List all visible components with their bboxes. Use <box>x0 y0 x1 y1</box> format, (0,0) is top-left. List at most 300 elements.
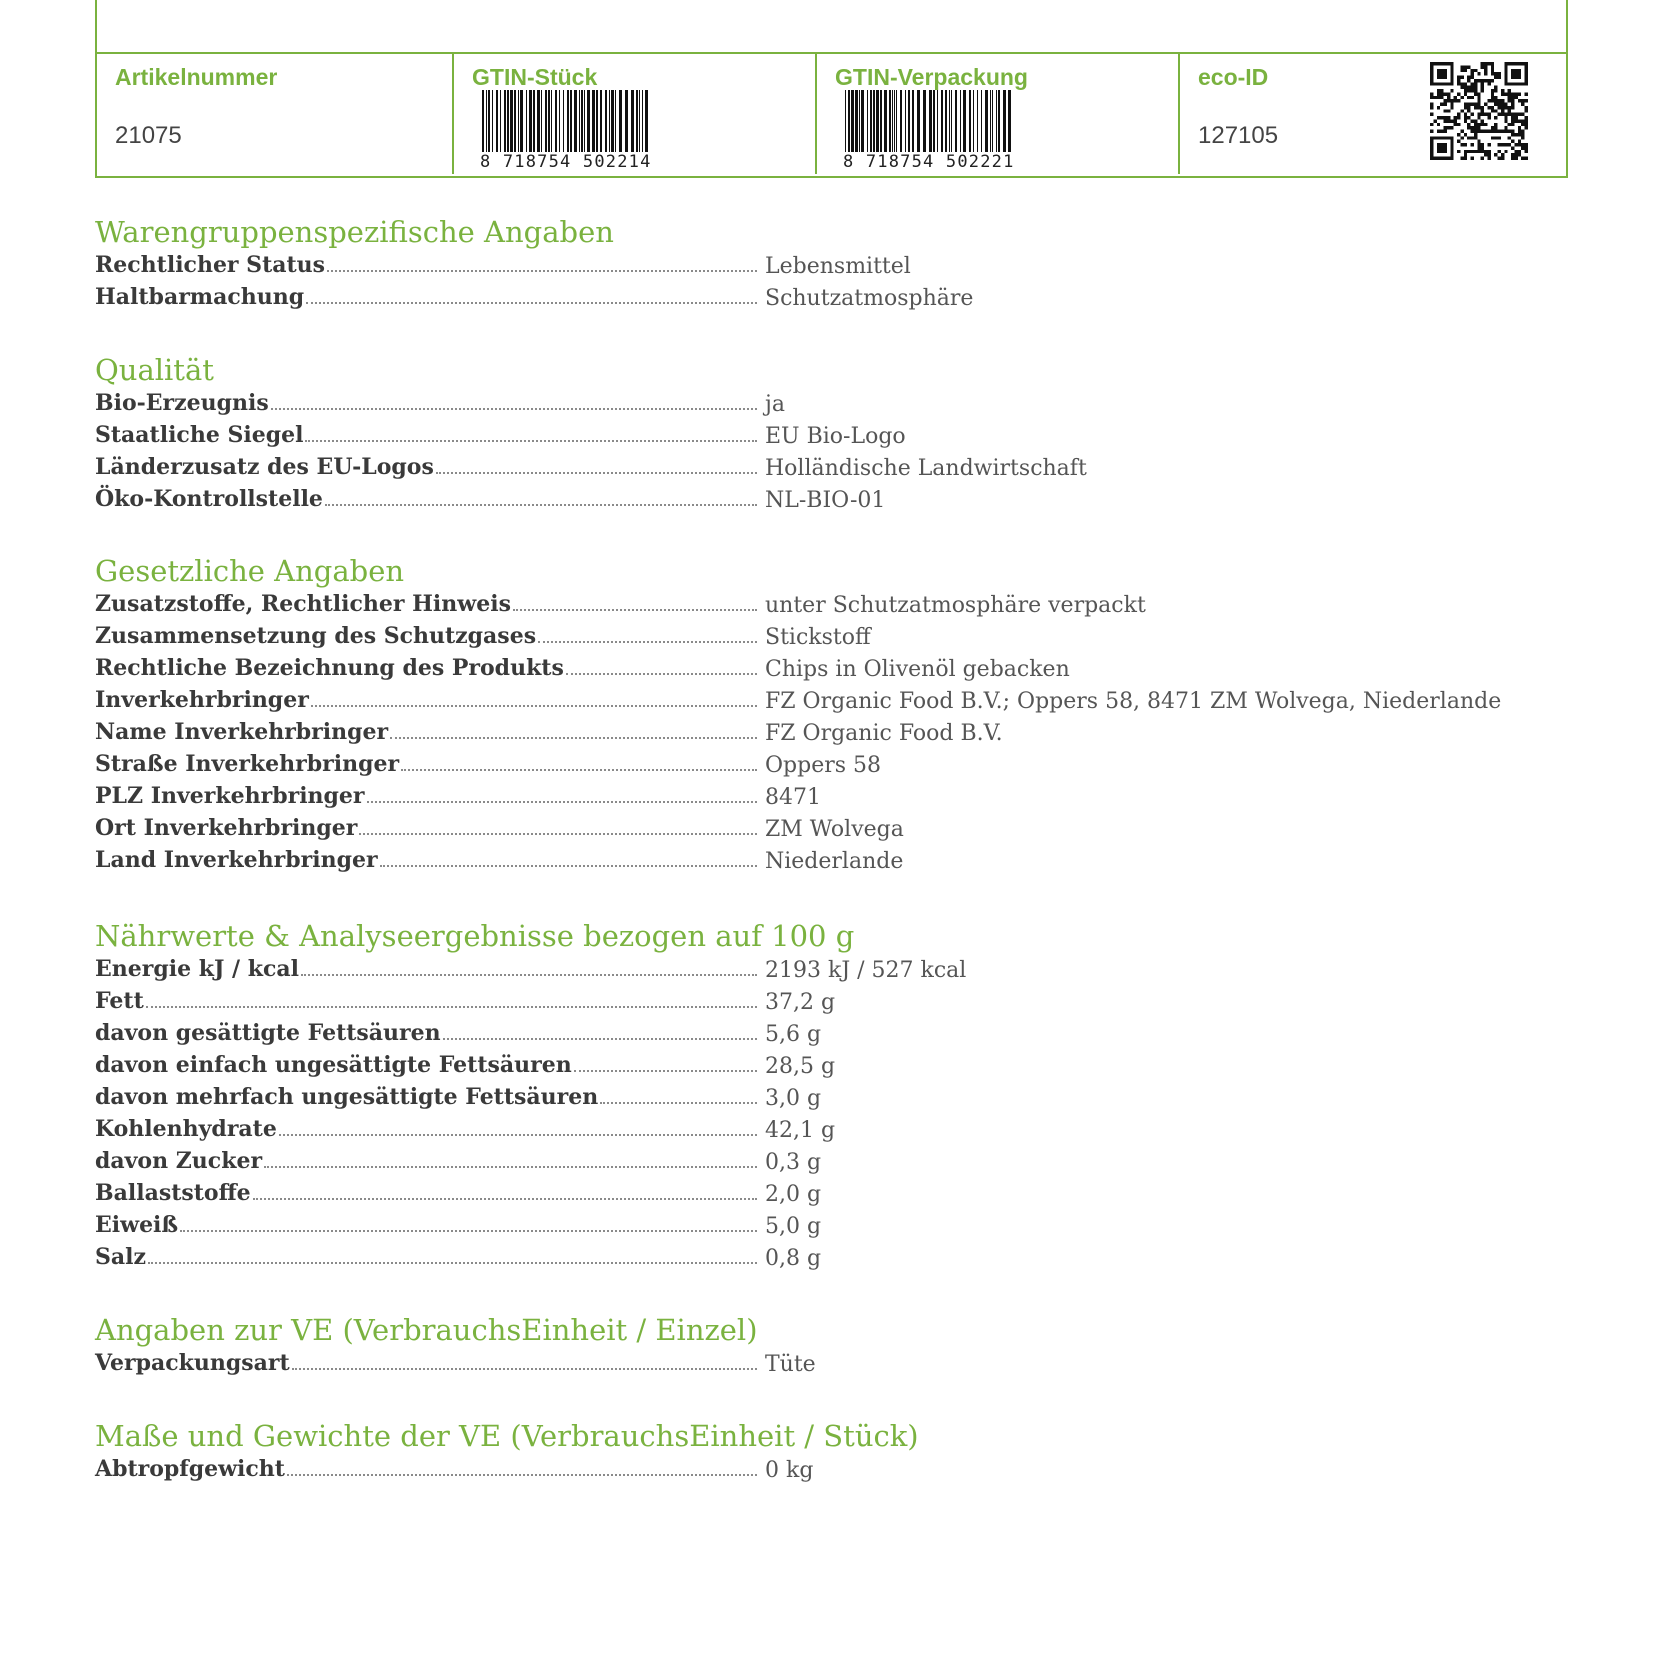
barcode-bar <box>551 90 552 154</box>
qr-module <box>1457 150 1460 153</box>
qr-module <box>1518 92 1521 95</box>
barcode-bar <box>587 90 590 154</box>
qr-module <box>1498 72 1501 75</box>
gtin-package-barcode-icon <box>843 90 1019 174</box>
qr-module <box>1430 106 1433 109</box>
qr-module <box>1474 119 1477 122</box>
qr-module <box>1454 119 1457 122</box>
qr-module <box>1521 103 1524 106</box>
dot-leader <box>359 813 757 835</box>
barcode-bar <box>496 90 498 154</box>
qr-module <box>1471 89 1474 92</box>
barcode-bar <box>960 90 961 154</box>
gtin-piece-digits: 8 718754 502214 <box>480 152 656 172</box>
qr-module <box>1450 136 1453 160</box>
qr-module <box>1521 99 1524 102</box>
dot-leader <box>148 1242 757 1264</box>
dot-leader <box>253 1178 757 1200</box>
qr-module <box>1498 157 1501 160</box>
qr-module <box>1477 113 1480 116</box>
qr-module <box>1514 150 1517 153</box>
qr-module <box>1460 82 1463 85</box>
qr-module <box>1508 106 1511 109</box>
barcode-bar <box>923 90 926 154</box>
qr-module <box>1460 109 1463 112</box>
qr-module <box>1525 157 1528 160</box>
qr-module <box>1477 96 1480 99</box>
spec-label: Öko-Kontrollstelle <box>95 486 323 512</box>
qr-module <box>1504 103 1507 106</box>
qr-module <box>1491 106 1494 109</box>
barcode-bar <box>555 90 557 154</box>
qr-module <box>1467 136 1470 139</box>
dot-leader <box>538 621 757 643</box>
qr-module <box>1511 140 1514 143</box>
spec-label: Abtropfgewicht <box>95 1456 285 1482</box>
barcode-bar <box>945 90 947 154</box>
qr-module <box>1450 106 1453 109</box>
qr-module <box>1474 92 1477 95</box>
qr-module <box>1440 92 1443 95</box>
gtin-piece-cell <box>452 54 815 174</box>
barcode-bar <box>905 90 906 154</box>
qr-module <box>1457 99 1460 102</box>
qr-module <box>1440 116 1443 119</box>
qr-module <box>1437 89 1440 92</box>
qr-module <box>1494 72 1497 75</box>
spec-value: Niederlande <box>765 849 904 874</box>
spec-label: Rechtlicher Status <box>95 252 326 278</box>
qr-module <box>1511 116 1514 119</box>
dot-leader <box>306 282 757 304</box>
qr-module <box>1484 62 1487 65</box>
qr-module <box>1464 89 1467 92</box>
barcode-bar <box>873 90 875 154</box>
barcode-bar <box>631 90 634 154</box>
gtin-package-label: GTIN-Verpackung <box>835 64 1028 90</box>
qr-module <box>1447 109 1450 112</box>
dot-leader <box>311 685 757 707</box>
spec-value: Oppers 58 <box>765 753 882 778</box>
qr-module <box>1457 79 1460 82</box>
qr-module <box>1487 150 1490 153</box>
qr-module <box>1514 133 1517 136</box>
article-number-value: 21075 <box>115 122 182 149</box>
qr-module <box>1450 126 1453 129</box>
qr-module <box>1464 106 1467 109</box>
barcode-bar <box>507 90 509 154</box>
spec-value: Holländische Landwirtschaft <box>765 456 1087 481</box>
spec-label: Land Inverkehrbringer <box>95 847 378 873</box>
qr-module <box>1487 153 1490 156</box>
spec-label: Inverkehrbringer <box>95 687 309 713</box>
spec-label: Zusammensetzung des Schutzgases <box>95 623 537 649</box>
section-gesetzlich <box>95 553 1502 877</box>
spec-row <box>95 452 1495 484</box>
spec-row <box>95 749 1495 781</box>
qr-module <box>1504 92 1507 95</box>
qr-module <box>1450 99 1453 102</box>
barcode-bar <box>545 90 547 154</box>
qr-module <box>1514 157 1517 160</box>
qr-module <box>1464 82 1467 85</box>
barcode-bar <box>985 90 988 154</box>
barcode-bar <box>596 90 598 154</box>
spec-label: Eiweiß <box>95 1212 179 1238</box>
dot-leader <box>390 717 757 739</box>
spec-row <box>95 484 1495 516</box>
spec-value: Tüte <box>765 1352 816 1377</box>
dot-leader <box>301 954 757 976</box>
qr-module <box>1491 130 1494 133</box>
qr-module <box>1491 99 1494 102</box>
qr-module <box>1467 103 1470 106</box>
section-title: Gesetzliche Angaben <box>95 554 405 588</box>
spec-value: 0,8 g <box>765 1246 822 1271</box>
spec-value: ZM Wolvega <box>765 817 904 842</box>
qr-module <box>1474 79 1477 82</box>
barcode-bar <box>894 90 895 154</box>
spec-value: 28,5 g <box>765 1054 836 1079</box>
qr-module <box>1430 136 1454 139</box>
qr-module <box>1521 146 1524 149</box>
barcode-bar <box>625 90 628 154</box>
qr-module <box>1514 119 1517 122</box>
spec-label: davon einfach ungesättigte Fettsäuren <box>95 1052 572 1078</box>
barcode-bar <box>570 90 572 154</box>
spec-row <box>95 621 1495 653</box>
qr-module <box>1518 119 1521 122</box>
qr-module <box>1437 130 1440 133</box>
qr-module <box>1467 65 1470 68</box>
barcode-bar <box>955 90 957 154</box>
qr-module <box>1467 89 1470 92</box>
qr-module <box>1494 116 1497 119</box>
spec-value: Chips in Olivenöl gebacken <box>765 657 1070 682</box>
spec-value: Lebensmittel <box>765 254 911 279</box>
section-title: Nährwerte & Analyseergebnisse bezogen auf 100 g <box>95 919 855 953</box>
spec-value: ja <box>765 392 785 417</box>
qr-module <box>1467 76 1470 79</box>
qr-module <box>1514 153 1517 156</box>
qr-module <box>1511 103 1514 106</box>
spec-label: Länderzusatz des EU-Logos <box>95 454 434 480</box>
qr-module <box>1477 79 1480 82</box>
qr-module <box>1518 126 1521 129</box>
product-id-box <box>95 0 1568 178</box>
qr-module <box>1508 109 1511 112</box>
qr-module <box>1504 116 1507 119</box>
qr-module <box>1481 143 1484 146</box>
qr-module <box>1508 99 1511 102</box>
qr-module <box>1477 143 1480 146</box>
qr-module <box>1491 69 1494 72</box>
qr-module <box>1518 99 1521 102</box>
qr-module <box>1511 99 1514 102</box>
qr-module <box>1481 150 1484 153</box>
qr-module <box>1477 92 1480 95</box>
qr-module <box>1501 92 1504 95</box>
barcode-bar <box>969 90 971 154</box>
qr-module <box>1454 116 1457 119</box>
spec-row <box>95 1348 1495 1380</box>
qr-module <box>1444 119 1447 122</box>
spec-label: Ballaststoffe <box>95 1180 251 1206</box>
qr-module <box>1474 133 1477 136</box>
barcode-bar <box>876 90 879 154</box>
dot-leader <box>600 1082 757 1104</box>
qr-module <box>1430 82 1454 85</box>
qr-module <box>1454 123 1457 126</box>
qr-module <box>1525 150 1528 153</box>
qr-module <box>1504 150 1507 153</box>
qr-module <box>1491 109 1494 112</box>
dot-leader <box>305 420 757 442</box>
qr-module <box>1471 130 1474 133</box>
spec-value: FZ Organic Food B.V. <box>765 721 1003 746</box>
qr-module <box>1437 123 1440 126</box>
qr-module <box>1471 86 1474 89</box>
qr-module <box>1460 86 1463 89</box>
qr-module <box>1430 113 1433 116</box>
qr-module <box>1501 143 1504 146</box>
qr-module <box>1525 109 1528 112</box>
spec-label: PLZ Inverkehrbringer <box>95 783 365 809</box>
dot-leader <box>292 1348 757 1370</box>
qr-module <box>1487 130 1490 133</box>
barcode-bar <box>611 90 614 154</box>
qr-module <box>1444 116 1447 119</box>
qr-module <box>1481 62 1484 65</box>
barcode-bar <box>642 90 643 154</box>
spec-row <box>95 653 1495 685</box>
qr-module <box>1437 69 1447 79</box>
qr-module <box>1504 130 1507 133</box>
qr-module <box>1484 103 1487 106</box>
spec-label: Salz <box>95 1244 146 1270</box>
qr-module <box>1518 140 1521 143</box>
qr-module <box>1471 113 1474 116</box>
qr-module <box>1521 157 1524 160</box>
qr-module <box>1511 133 1514 136</box>
qr-module <box>1471 72 1474 75</box>
qr-module <box>1477 116 1480 119</box>
barcode-bar <box>605 90 607 154</box>
barcode-bar <box>900 90 902 154</box>
qr-module <box>1454 99 1457 102</box>
qr-module <box>1474 106 1477 109</box>
qr-module <box>1521 113 1524 116</box>
qr-module <box>1471 96 1474 99</box>
dot-leader <box>180 1210 757 1232</box>
qr-module <box>1471 82 1474 85</box>
qr-module <box>1498 106 1501 109</box>
qr-module <box>1450 103 1453 106</box>
spec-label: Rechtliche Bezeichnung des Produkts <box>95 655 564 681</box>
spec-row <box>95 589 1495 621</box>
barcode-bar <box>510 90 513 154</box>
qr-module <box>1444 92 1447 95</box>
qr-module <box>1444 126 1447 129</box>
barcode-bar <box>937 90 938 154</box>
gtin-piece-label: GTIN-Stück <box>472 64 598 90</box>
qr-module <box>1494 103 1497 106</box>
qr-module <box>1474 103 1477 106</box>
qr-module <box>1440 96 1443 99</box>
spec-value: 42,1 g <box>765 1118 836 1143</box>
qr-module <box>1464 153 1467 156</box>
qr-module <box>1487 157 1490 160</box>
spec-label: davon Zucker <box>95 1148 263 1174</box>
qr-module <box>1430 123 1433 126</box>
spec-row <box>95 813 1495 845</box>
qr-module <box>1525 126 1528 129</box>
spec-label: Kohlenhydrate <box>95 1116 277 1142</box>
qr-module <box>1471 76 1474 79</box>
barcode-bar <box>526 90 527 154</box>
qr-module <box>1518 113 1521 116</box>
dot-leader <box>436 452 757 474</box>
qr-module <box>1457 113 1460 116</box>
qr-module <box>1498 103 1501 106</box>
barcode-bar <box>908 90 910 154</box>
qr-module <box>1477 99 1480 102</box>
qr-module <box>1498 150 1501 153</box>
qr-module <box>1508 130 1511 133</box>
qr-module <box>1501 109 1504 112</box>
qr-module <box>1437 96 1440 99</box>
barcode-bar <box>529 90 532 154</box>
spec-value: EU Bio-Logo <box>765 424 906 449</box>
qr-module <box>1447 99 1450 102</box>
qr-module <box>1491 96 1494 99</box>
qr-module <box>1525 99 1528 102</box>
qr-module <box>1481 109 1484 112</box>
qr-module <box>1525 116 1528 119</box>
qr-module <box>1508 113 1511 116</box>
barcode-bar <box>951 90 952 154</box>
qr-module <box>1471 157 1474 160</box>
qr-module <box>1491 72 1494 75</box>
barcode-bar <box>884 90 887 154</box>
qr-module <box>1481 119 1484 122</box>
barcode-bar <box>584 90 585 154</box>
qr-module <box>1518 150 1521 153</box>
barcode-bar <box>998 90 1000 154</box>
qr-module <box>1474 136 1477 139</box>
gtin-piece-barcode-icon <box>480 90 656 174</box>
qr-module <box>1477 123 1480 126</box>
qr-module <box>1467 109 1470 112</box>
spec-value: FZ Organic Food B.V.; Oppers 58, 8471 ZM Wolvega, Niederlande <box>765 689 1502 714</box>
qr-module <box>1447 119 1450 122</box>
qr-module <box>1467 150 1470 153</box>
spec-row <box>95 1082 1495 1114</box>
qr-module <box>1494 153 1497 156</box>
qr-module <box>1511 130 1514 133</box>
qr-module <box>1450 89 1453 92</box>
qr-module <box>1504 82 1528 85</box>
qr-module <box>1525 62 1528 86</box>
qr-module <box>1511 106 1514 109</box>
barcode-bar <box>912 90 914 154</box>
barcode-bar <box>514 90 516 154</box>
qr-module <box>1464 150 1467 153</box>
qr-module <box>1474 126 1477 129</box>
qr-module <box>1508 136 1511 139</box>
qr-module <box>1487 79 1490 82</box>
qr-module <box>1481 79 1484 82</box>
qr-module <box>1460 136 1463 139</box>
qr-module <box>1508 92 1511 95</box>
qr-module <box>1460 130 1463 133</box>
qr-module <box>1481 123 1484 126</box>
spec-row <box>95 685 1502 717</box>
qr-module <box>1474 130 1477 133</box>
qr-module <box>1477 126 1480 129</box>
qr-module <box>1501 99 1504 102</box>
qr-module <box>1484 153 1487 156</box>
qr-module <box>1504 62 1528 65</box>
qr-module <box>1508 143 1511 146</box>
qr-module <box>1487 143 1490 146</box>
spec-value: 5,0 g <box>765 1214 822 1239</box>
qr-module <box>1481 86 1484 89</box>
qr-module <box>1521 130 1524 133</box>
barcode-bar <box>880 90 882 154</box>
qr-module <box>1464 86 1467 89</box>
barcode-bar <box>941 90 943 154</box>
dot-leader <box>566 653 757 675</box>
qr-module <box>1487 116 1490 119</box>
barcode-bar <box>996 90 997 154</box>
qr-module <box>1518 130 1521 133</box>
qr-module <box>1484 72 1487 75</box>
spec-value: unter Schutzatmosphäre verpackt <box>765 593 1146 618</box>
barcode-bar <box>855 90 858 154</box>
barcode-bar <box>581 90 583 154</box>
spec-value: 2,0 g <box>765 1182 822 1207</box>
spec-row <box>95 954 1495 986</box>
qr-module <box>1464 92 1467 95</box>
spec-label: Verpackungsart <box>95 1350 290 1376</box>
qr-module <box>1501 130 1504 133</box>
qr-module <box>1447 116 1450 119</box>
qr-module <box>1511 96 1514 99</box>
dot-leader <box>327 250 757 272</box>
qr-module <box>1525 123 1528 126</box>
dot-leader <box>574 1050 757 1072</box>
barcode-bar <box>896 90 897 154</box>
barcode-bar <box>639 90 640 154</box>
qr-module <box>1504 113 1507 116</box>
qr-module <box>1444 130 1447 133</box>
qr-module <box>1430 157 1454 160</box>
qr-module <box>1464 69 1467 72</box>
qr-module <box>1481 106 1484 109</box>
qr-module <box>1511 92 1514 95</box>
qr-module <box>1437 92 1440 95</box>
spec-label: Energie kJ / kcal <box>95 956 300 982</box>
barcode-bar <box>541 90 542 154</box>
section-naehrwerte <box>95 918 1495 1274</box>
qr-module <box>1484 130 1487 133</box>
dot-leader <box>264 1146 757 1168</box>
qr-module <box>1457 82 1460 85</box>
spec-label: Bio-Erzeugnis <box>95 390 269 416</box>
qr-module <box>1491 89 1494 92</box>
barcode-bar <box>859 90 860 154</box>
